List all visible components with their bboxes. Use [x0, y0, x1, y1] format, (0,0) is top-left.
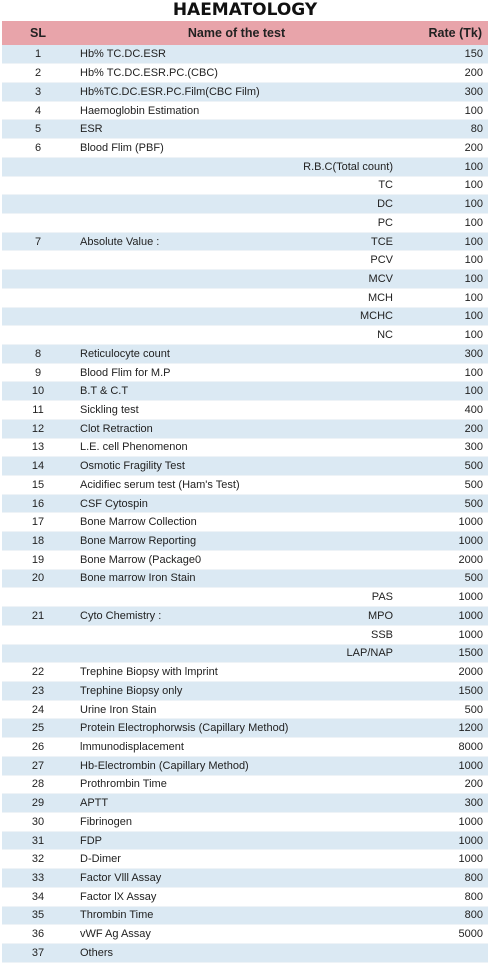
- table-row: [2, 494, 488, 513]
- row-sub-test: [289, 831, 399, 850]
- row-sub-test: [289, 850, 399, 869]
- row-rate: 500: [399, 569, 488, 588]
- row-test-name: Trephine Biopsy only: [74, 681, 289, 700]
- row-sub-test: MCV: [289, 270, 399, 289]
- row-sub-test: TC: [289, 176, 399, 195]
- row-sub-test: [289, 419, 399, 438]
- table-row: [2, 588, 488, 607]
- row-test-name: Blood Flim for M.P: [74, 363, 289, 382]
- table-row: [2, 232, 488, 251]
- row-test-name: [74, 251, 289, 270]
- table-row: [2, 625, 488, 644]
- row-sub-test: SSB: [289, 625, 399, 644]
- row-sub-test: [289, 101, 399, 120]
- row-sl: 3: [2, 82, 74, 101]
- row-rate: 300: [399, 438, 488, 457]
- row-rate: 800: [399, 887, 488, 906]
- row-sl: 18: [2, 532, 74, 551]
- row-test-name: D-Dimer: [74, 850, 289, 869]
- table-row: [2, 850, 488, 869]
- row-rate: 300: [399, 345, 488, 364]
- table-row: [2, 213, 488, 232]
- row-rate: 8000: [399, 738, 488, 757]
- row-test-name: [74, 270, 289, 289]
- table-row: [2, 513, 488, 532]
- row-test-name: vWF Ag Assay: [74, 925, 289, 944]
- row-test-name: [74, 288, 289, 307]
- row-sub-test: [289, 550, 399, 569]
- row-sub-test: [289, 775, 399, 794]
- row-sl: [2, 588, 74, 607]
- row-sl: 12: [2, 419, 74, 438]
- row-test-name: Protein Electrophorwsis (Capillary Method): [74, 719, 289, 738]
- row-rate: 500: [399, 476, 488, 495]
- row-rate: 80: [399, 120, 488, 139]
- row-sl: 19: [2, 550, 74, 569]
- row-rate: 1000: [399, 607, 488, 626]
- row-rate: 200: [399, 419, 488, 438]
- row-sub-test: [289, 738, 399, 757]
- row-sl: 17: [2, 513, 74, 532]
- row-sub-test: R.B.C(Total count): [289, 157, 399, 176]
- row-sl: 11: [2, 401, 74, 420]
- row-rate: 100: [399, 382, 488, 401]
- row-test-name: Prothrombin Time: [74, 775, 289, 794]
- row-test-name: Acidifiec serum test (Ham's Test): [74, 476, 289, 495]
- row-sub-test: [289, 869, 399, 888]
- row-sub-test: [289, 569, 399, 588]
- row-test-name: APTT: [74, 794, 289, 813]
- row-rate: 100: [399, 232, 488, 251]
- row-test-name: B.T & C.T: [74, 382, 289, 401]
- row-rate: 1500: [399, 681, 488, 700]
- row-sl: 29: [2, 794, 74, 813]
- row-test-name: [74, 213, 289, 232]
- table-row: [2, 887, 488, 906]
- row-sub-test: [289, 401, 399, 420]
- row-sub-test: [289, 139, 399, 158]
- row-test-name: Bone Marrow Collection: [74, 513, 289, 532]
- row-sub-test: [289, 663, 399, 682]
- row-sub-test: [289, 345, 399, 364]
- table-row: [2, 82, 488, 101]
- row-sub-test: NC: [289, 326, 399, 345]
- row-sub-test: [289, 476, 399, 495]
- row-sub-test: [289, 906, 399, 925]
- row-test-name: Clot Retraction: [74, 419, 289, 438]
- table-row: [2, 569, 488, 588]
- row-rate: 1000: [399, 625, 488, 644]
- row-test-name: FDP: [74, 831, 289, 850]
- table-row: [2, 195, 488, 214]
- row-sub-test: [289, 681, 399, 700]
- row-sl: 35: [2, 906, 74, 925]
- row-test-name: Blood Flim (PBF): [74, 139, 289, 158]
- row-sub-test: MPO: [289, 607, 399, 626]
- row-rate: 1000: [399, 532, 488, 551]
- row-rate: 400: [399, 401, 488, 420]
- row-test-name: [74, 625, 289, 644]
- row-sub-test: LAP/NAP: [289, 644, 399, 663]
- row-sl: 8: [2, 345, 74, 364]
- row-rate: 100: [399, 251, 488, 270]
- row-test-name: lmmunodisplacement: [74, 738, 289, 757]
- row-test-name: Fibrinogen: [74, 812, 289, 831]
- row-rate: 1000: [399, 850, 488, 869]
- row-sl: 23: [2, 681, 74, 700]
- row-test-name: Sickling test: [74, 401, 289, 420]
- row-sub-test: MCH: [289, 288, 399, 307]
- table-row: [2, 738, 488, 757]
- row-sub-test: [289, 794, 399, 813]
- row-rate: 500: [399, 494, 488, 513]
- row-rate: 100: [399, 288, 488, 307]
- row-test-name: Haemoglobin Estimation: [74, 101, 289, 120]
- row-sl: 27: [2, 756, 74, 775]
- table-row: [2, 345, 488, 364]
- row-sl: 33: [2, 869, 74, 888]
- table-row: [2, 326, 488, 345]
- row-test-name: Cyto Chemistry :: [74, 607, 289, 626]
- row-rate: 200: [399, 139, 488, 158]
- row-sub-test: [289, 64, 399, 83]
- row-rate: 300: [399, 82, 488, 101]
- row-sl: [2, 251, 74, 270]
- row-test-name: [74, 307, 289, 326]
- row-sl: [2, 176, 74, 195]
- row-sub-test: [289, 120, 399, 139]
- row-sub-test: [289, 82, 399, 101]
- table-row: [2, 775, 488, 794]
- row-sl: 31: [2, 831, 74, 850]
- header-sl: SL: [30, 26, 46, 40]
- table-row: [2, 120, 488, 139]
- row-sub-test: [289, 494, 399, 513]
- row-rate: 2000: [399, 663, 488, 682]
- row-rate: 200: [399, 775, 488, 794]
- table-row: [2, 251, 488, 270]
- row-sub-test: [289, 887, 399, 906]
- row-sub-test: [289, 700, 399, 719]
- table-row: [2, 831, 488, 850]
- row-sub-test: [289, 532, 399, 551]
- row-sub-test: [289, 756, 399, 775]
- row-sl: 30: [2, 812, 74, 831]
- row-sl: [2, 288, 74, 307]
- row-test-name: Trephine Biopsy with lmprint: [74, 663, 289, 682]
- table-header: [2, 21, 488, 45]
- row-sub-test: [289, 925, 399, 944]
- table-row: [2, 663, 488, 682]
- row-test-name: [74, 195, 289, 214]
- row-sl: [2, 644, 74, 663]
- row-rate: 200: [399, 64, 488, 83]
- table-row: [2, 476, 488, 495]
- row-sl: 37: [2, 944, 74, 963]
- table-row: [2, 812, 488, 831]
- row-rate: 100: [399, 101, 488, 120]
- row-test-name: Hb% TC.DC.ESR: [74, 45, 289, 64]
- row-sl: 25: [2, 719, 74, 738]
- row-test-name: Hb-Electrombin (Capillary Method): [74, 756, 289, 775]
- row-rate: 800: [399, 869, 488, 888]
- row-rate: [399, 944, 488, 963]
- row-sub-test: TCE: [289, 232, 399, 251]
- row-sub-test: MCHC: [289, 307, 399, 326]
- row-sl: [2, 157, 74, 176]
- row-sl: 5: [2, 120, 74, 139]
- row-sub-test: [289, 438, 399, 457]
- row-sl: [2, 307, 74, 326]
- row-sl: 26: [2, 738, 74, 757]
- row-sl: 4: [2, 101, 74, 120]
- row-sub-test: [289, 513, 399, 532]
- table-row: [2, 382, 488, 401]
- table-row: [2, 139, 488, 158]
- row-rate: 100: [399, 195, 488, 214]
- row-test-name: Bone marrow Iron Stain: [74, 569, 289, 588]
- row-test-name: Others: [74, 944, 289, 963]
- row-rate: 1000: [399, 513, 488, 532]
- row-sl: 14: [2, 457, 74, 476]
- table-row: [2, 270, 488, 289]
- row-test-name: Bone Marrow Reporting: [74, 532, 289, 551]
- row-sub-test: PAS: [289, 588, 399, 607]
- row-sl: 13: [2, 438, 74, 457]
- table-row: [2, 944, 488, 963]
- row-sl: [2, 625, 74, 644]
- row-sl: 32: [2, 850, 74, 869]
- row-sub-test: [289, 45, 399, 64]
- table-row: [2, 64, 488, 83]
- row-sl: 6: [2, 139, 74, 158]
- header-row: [2, 21, 488, 45]
- row-sl: 20: [2, 569, 74, 588]
- row-sl: 7: [2, 232, 74, 251]
- row-sl: 22: [2, 663, 74, 682]
- row-test-name: Hb% TC.DC.ESR.PC.(CBC): [74, 64, 289, 83]
- row-test-name: Osmotic Fragility Test: [74, 457, 289, 476]
- row-sl: 28: [2, 775, 74, 794]
- row-rate: 1000: [399, 831, 488, 850]
- row-sl: [2, 270, 74, 289]
- row-sub-test: [289, 944, 399, 963]
- row-rate: 800: [399, 906, 488, 925]
- row-sl: [2, 195, 74, 214]
- table-row: [2, 457, 488, 476]
- table-row: [2, 644, 488, 663]
- row-test-name: Absolute Value :: [74, 232, 289, 251]
- row-rate: 500: [399, 700, 488, 719]
- row-rate: 100: [399, 363, 488, 382]
- row-sl: 21: [2, 607, 74, 626]
- row-sl: [2, 326, 74, 345]
- row-test-name: Factor lX Assay: [74, 887, 289, 906]
- test-rate-table: [2, 21, 488, 963]
- row-sub-test: PCV: [289, 251, 399, 270]
- table-row: [2, 794, 488, 813]
- row-rate: 300: [399, 794, 488, 813]
- row-test-name: Factor Vlll Assay: [74, 869, 289, 888]
- table-row: [2, 925, 488, 944]
- header-rate: Rate (Tk): [428, 26, 482, 40]
- row-test-name: ESR: [74, 120, 289, 139]
- table-row: [2, 719, 488, 738]
- section-title: HAEMATOLOGY: [2, 0, 488, 21]
- table-row: [2, 363, 488, 382]
- row-test-name: [74, 176, 289, 195]
- row-sl: 36: [2, 925, 74, 944]
- row-sub-test: DC: [289, 195, 399, 214]
- row-sl: 24: [2, 700, 74, 719]
- table-row: [2, 532, 488, 551]
- row-test-name: [74, 326, 289, 345]
- row-rate: 100: [399, 307, 488, 326]
- table-row: [2, 307, 488, 326]
- row-rate: 1000: [399, 588, 488, 607]
- row-sl: 2: [2, 64, 74, 83]
- table-row: [2, 288, 488, 307]
- table-row: [2, 45, 488, 64]
- row-sub-test: PC: [289, 213, 399, 232]
- table-row: [2, 869, 488, 888]
- row-test-name: Reticulocyte count: [74, 345, 289, 364]
- table-row: [2, 157, 488, 176]
- row-sl: 34: [2, 887, 74, 906]
- table-row: [2, 419, 488, 438]
- header-test-name: Name of the test: [187, 26, 286, 40]
- table-row: [2, 681, 488, 700]
- table-row: [2, 401, 488, 420]
- row-test-name: [74, 644, 289, 663]
- row-sl: 15: [2, 476, 74, 495]
- table-row: [2, 176, 488, 195]
- table-row: [2, 607, 488, 626]
- row-test-name: Urine Iron Stain: [74, 700, 289, 719]
- row-rate: 5000: [399, 925, 488, 944]
- row-test-name: Hb%TC.DC.ESR.PC.Film(CBC Film): [74, 82, 289, 101]
- row-test-name: Bone Marrow (Package0: [74, 550, 289, 569]
- row-rate: 500: [399, 457, 488, 476]
- row-sub-test: [289, 812, 399, 831]
- row-sub-test: [289, 382, 399, 401]
- row-sl: 1: [2, 45, 74, 64]
- row-rate: 1000: [399, 756, 488, 775]
- row-rate: 1200: [399, 719, 488, 738]
- row-sl: 9: [2, 363, 74, 382]
- table-row: [2, 906, 488, 925]
- row-sl: 16: [2, 494, 74, 513]
- row-sl: [2, 213, 74, 232]
- row-rate: 100: [399, 213, 488, 232]
- row-test-name: Thrombin Time: [74, 906, 289, 925]
- row-rate: 1000: [399, 812, 488, 831]
- row-sub-test: [289, 719, 399, 738]
- table-row: [2, 101, 488, 120]
- table-row: [2, 438, 488, 457]
- row-rate: 1500: [399, 644, 488, 663]
- row-rate: 100: [399, 176, 488, 195]
- table-row: [2, 550, 488, 569]
- table-row: [2, 756, 488, 775]
- row-sub-test: [289, 457, 399, 476]
- row-test-name: [74, 588, 289, 607]
- row-rate: 2000: [399, 550, 488, 569]
- row-test-name: CSF Cytospin: [74, 494, 289, 513]
- row-rate: 100: [399, 270, 488, 289]
- row-test-name: L.E. cell Phenomenon: [74, 438, 289, 457]
- table-body: [2, 45, 488, 962]
- row-test-name: [74, 157, 289, 176]
- row-rate: 100: [399, 326, 488, 345]
- row-sl: 10: [2, 382, 74, 401]
- row-sub-test: [289, 363, 399, 382]
- row-rate: 100: [399, 157, 488, 176]
- row-rate: 150: [399, 45, 488, 64]
- table-row: [2, 700, 488, 719]
